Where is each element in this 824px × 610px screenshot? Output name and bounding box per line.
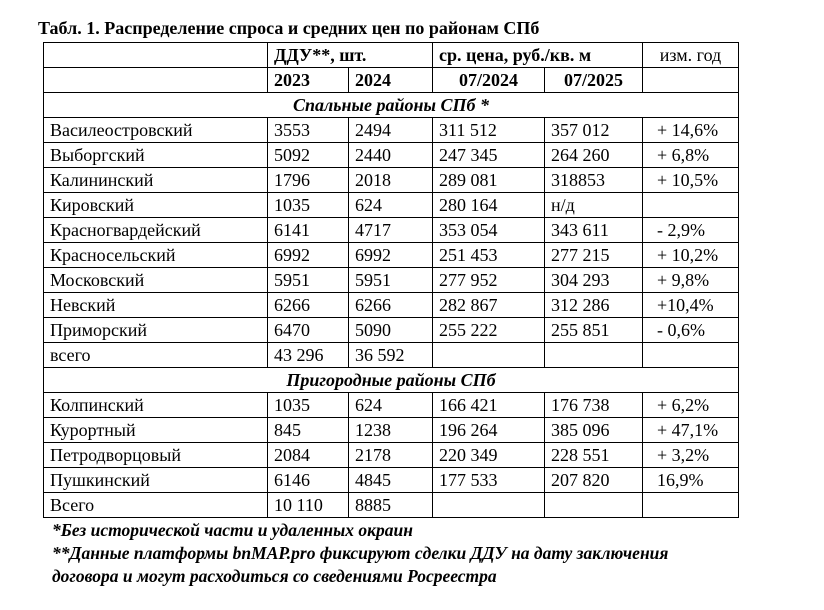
ddu-2023: 1796 xyxy=(268,168,349,193)
price-07-2025: н/д xyxy=(545,193,643,218)
ddu-2023: 3553 xyxy=(268,118,349,143)
price-07-2025: 312 286 xyxy=(545,293,643,318)
price-07-2025: 385 096 xyxy=(545,418,643,443)
total-label: всего xyxy=(44,343,268,368)
table-row xyxy=(44,468,739,493)
ddu-2024: 5951 xyxy=(349,268,433,293)
price-07-2025: 264 260 xyxy=(545,143,643,168)
price-07-2024: 196 264 xyxy=(433,418,545,443)
price-07-2024: 220 349 xyxy=(433,443,545,468)
district-name: Красносельский xyxy=(44,243,268,268)
table-row xyxy=(44,168,739,193)
footnote-1: *Без исторической части и удаленных окраин xyxy=(52,520,413,540)
total-ddu-2023: 10 110 xyxy=(268,493,349,518)
header-empty-cell xyxy=(44,43,268,68)
price-07-2024: 277 952 xyxy=(433,268,545,293)
table-row xyxy=(44,293,739,318)
price-07-2025: 343 611 xyxy=(545,218,643,243)
empty-cell xyxy=(433,493,545,518)
ddu-2023: 1035 xyxy=(268,393,349,418)
ddu-2024: 4717 xyxy=(349,218,433,243)
price-07-2024: 289 081 xyxy=(433,168,545,193)
ddu-2024: 2018 xyxy=(349,168,433,193)
table-row xyxy=(44,193,739,218)
table-row xyxy=(44,243,739,268)
ddu-2023: 6141 xyxy=(268,218,349,243)
price-07-2025: 304 293 xyxy=(545,268,643,293)
year-change: + 47,1% xyxy=(643,418,739,443)
ddu-2024: 1238 xyxy=(349,418,433,443)
district-name: Колпинский xyxy=(44,393,268,418)
header-units-group: ДДУ**, шт. xyxy=(268,43,433,68)
price-07-2025: 277 215 xyxy=(545,243,643,268)
table-row xyxy=(44,318,739,343)
header-row-1 xyxy=(44,43,739,68)
district-name: Приморский xyxy=(44,318,268,343)
year-change: - 0,6% xyxy=(643,318,739,343)
district-name: Невский xyxy=(44,293,268,318)
ddu-2023: 6992 xyxy=(268,243,349,268)
ddu-2024: 2440 xyxy=(349,143,433,168)
empty-cell xyxy=(643,493,739,518)
ddu-2024: 2494 xyxy=(349,118,433,143)
price-07-2024: 177 533 xyxy=(433,468,545,493)
total-label: Всего xyxy=(44,493,268,518)
header-change: изм. год xyxy=(643,43,739,68)
price-07-2024: 251 453 xyxy=(433,243,545,268)
table-row xyxy=(44,393,739,418)
district-name: Пушкинский xyxy=(44,468,268,493)
table-row xyxy=(44,418,739,443)
year-change: 16,9% xyxy=(643,468,739,493)
price-07-2024: 255 222 xyxy=(433,318,545,343)
price-07-2024: 353 054 xyxy=(433,218,545,243)
header-year-2024: 2024 xyxy=(349,68,433,93)
price-07-2024: 280 164 xyxy=(433,193,545,218)
header-period-1: 07/2024 xyxy=(433,68,545,93)
total-ddu-2024: 8885 xyxy=(349,493,433,518)
price-07-2024: 282 867 xyxy=(433,293,545,318)
district-name: Василеостровский xyxy=(44,118,268,143)
ddu-2023: 1035 xyxy=(268,193,349,218)
district-name: Кировский xyxy=(44,193,268,218)
year-change: + 10,2% xyxy=(643,243,739,268)
ddu-2023: 5951 xyxy=(268,268,349,293)
price-07-2024: 166 421 xyxy=(433,393,545,418)
section-suburban-title: Пригородные районы СПб xyxy=(44,368,739,393)
header-period-2: 07/2025 xyxy=(545,68,643,93)
price-07-2025: 207 820 xyxy=(545,468,643,493)
total-ddu-2024: 36 592 xyxy=(349,343,433,368)
table-row xyxy=(44,268,739,293)
year-change: +10,4% xyxy=(643,293,739,318)
footnote-3: договора и могут расходиться со сведениями Росреестра xyxy=(52,566,497,586)
year-change xyxy=(643,193,739,218)
district-name: Московский xyxy=(44,268,268,293)
section-suburban-total-row xyxy=(44,493,739,518)
year-change: + 3,2% xyxy=(643,443,739,468)
section-sleeping-total-row xyxy=(44,343,739,368)
footnote-2: **Данные платформы bnMAP.pro фиксируют сделки ДДУ на дату заключения xyxy=(52,543,669,563)
ddu-2024: 624 xyxy=(349,393,433,418)
year-change: - 2,9% xyxy=(643,218,739,243)
ddu-2023: 6470 xyxy=(268,318,349,343)
table-row xyxy=(44,143,739,168)
section-sleeping-title: Спальные районы СПб * xyxy=(44,93,739,118)
price-07-2025: 357 012 xyxy=(545,118,643,143)
ddu-2024: 624 xyxy=(349,193,433,218)
table-row xyxy=(44,443,739,468)
district-name: Калининский xyxy=(44,168,268,193)
header-empty-cell xyxy=(44,68,268,93)
price-07-2025: 318853 xyxy=(545,168,643,193)
ddu-2024: 6992 xyxy=(349,243,433,268)
year-change: + 9,8% xyxy=(643,268,739,293)
ddu-2024: 4845 xyxy=(349,468,433,493)
price-07-2025: 228 551 xyxy=(545,443,643,468)
ddu-2023: 6266 xyxy=(268,293,349,318)
ddu-2023: 6146 xyxy=(268,468,349,493)
district-name: Петродворцовый xyxy=(44,443,268,468)
district-name: Курортный xyxy=(44,418,268,443)
ddu-2024: 2178 xyxy=(349,443,433,468)
ddu-2023: 5092 xyxy=(268,143,349,168)
price-07-2024: 247 345 xyxy=(433,143,545,168)
empty-cell xyxy=(545,493,643,518)
year-change: + 6,8% xyxy=(643,143,739,168)
header-price-group: ср. цена, руб./кв. м xyxy=(433,43,643,68)
ddu-2024: 6266 xyxy=(349,293,433,318)
price-07-2024: 311 512 xyxy=(433,118,545,143)
year-change: + 6,2% xyxy=(643,393,739,418)
section-suburban-header-row xyxy=(44,368,739,393)
ddu-2024: 5090 xyxy=(349,318,433,343)
empty-cell xyxy=(545,343,643,368)
header-row-2 xyxy=(44,68,739,93)
header-empty-cell xyxy=(643,68,739,93)
district-name: Красногвардейский xyxy=(44,218,268,243)
price-07-2025: 176 738 xyxy=(545,393,643,418)
section-sleeping-header-row xyxy=(44,93,739,118)
districts-table xyxy=(43,42,739,518)
total-ddu-2023: 43 296 xyxy=(268,343,349,368)
footnotes xyxy=(52,519,668,588)
ddu-2023: 2084 xyxy=(268,443,349,468)
empty-cell xyxy=(643,343,739,368)
table-row xyxy=(44,218,739,243)
year-change: + 14,6% xyxy=(643,118,739,143)
district-name: Выборгский xyxy=(44,143,268,168)
table-row xyxy=(44,118,739,143)
price-07-2025: 255 851 xyxy=(545,318,643,343)
header-year-2023: 2023 xyxy=(268,68,349,93)
ddu-2023: 845 xyxy=(268,418,349,443)
table-title: Табл. 1. Распределение спроса и средних цен по районам СПб xyxy=(38,18,540,38)
table-body xyxy=(44,43,739,518)
year-change: + 10,5% xyxy=(643,168,739,193)
empty-cell xyxy=(433,343,545,368)
